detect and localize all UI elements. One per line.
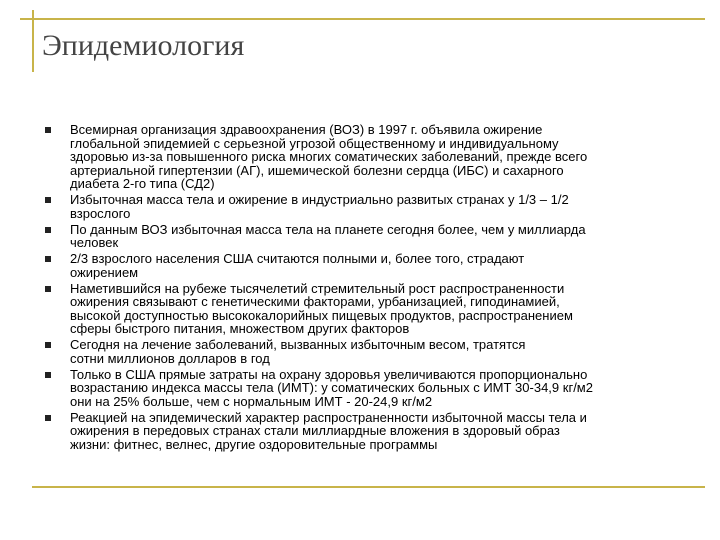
slide-title: Эпидемиология bbox=[42, 29, 245, 62]
square-bullet-icon bbox=[45, 286, 51, 292]
bullet-item bbox=[42, 193, 682, 220]
square-bullet-icon bbox=[45, 415, 51, 421]
bullet-item bbox=[42, 282, 682, 336]
bullet-item bbox=[42, 223, 682, 250]
bullet-text: По данным ВОЗ избыточная масса тела на планете сегодня более, чем у миллиарда человек bbox=[70, 221, 586, 250]
square-bullet-icon bbox=[45, 197, 51, 203]
square-bullet-icon bbox=[45, 227, 51, 233]
frame-bottom-line bbox=[32, 486, 705, 488]
bullet-text: Всемирная организация здравоохранения (ВОЗ) в 1997 г. объявила ожирение глобальной эпидемией с серьезной угрозой общественному и индивидуальному здоровью из-за повышенного риска многих соматических заболеваний, прежде всего артериальной гипертензии (АГ), ишемической болезни сердца (ИБС) и сахарного диабета 2-го типа (СД2) bbox=[70, 122, 588, 191]
frame-top-line bbox=[20, 18, 705, 20]
square-bullet-icon bbox=[45, 342, 51, 348]
bullet-item bbox=[42, 368, 682, 409]
bullet-text: Только в США прямые затраты на охрану здоровья увеличиваются пропорционально возрастанию индекса массы тела (ИМТ): у соматических больных с ИМТ 30-34,9 кг/м2 они на 25% больше, чем с нормальным ИМТ - 20-24,9 кг/м2 bbox=[70, 366, 593, 409]
bullet-text: Сегодня на лечение заболеваний, вызванных избыточным весом, тратятся сотни миллионов долларов в год bbox=[70, 337, 526, 366]
bullet-list bbox=[42, 123, 682, 454]
bullet-text: Избыточная масса тела и ожирение в индустриально развитых странах у 1/3 – 1/2 взрослого bbox=[70, 192, 569, 221]
square-bullet-icon bbox=[45, 372, 51, 378]
bullet-text: Наметившийся на рубеже тысячелетий стремительный рост распространенности ожирения связывают с генетическими факторами, урбанизацией, гиподинамией, высокой доступностью высококалорийных пищевых продуктов, распространением сферы быстрого питания, множеством других факторов bbox=[70, 280, 573, 336]
bullet-text: 2/3 взрослого населения США считаются полными и, более того, страдают ожирением bbox=[70, 251, 525, 280]
bullet-text: Реакцией на эпидемический характер распространенности избыточной массы тела и ожирения в передовых странах стали миллиардные вложения в здоровый образ жизни: фитнес, велнес, другие оздоровительные программы bbox=[70, 409, 587, 452]
bullet-item bbox=[42, 123, 682, 191]
bullet-item bbox=[42, 338, 682, 365]
bullet-item bbox=[42, 411, 682, 452]
bullet-item bbox=[42, 252, 682, 279]
square-bullet-icon bbox=[45, 256, 51, 262]
square-bullet-icon bbox=[45, 127, 51, 133]
